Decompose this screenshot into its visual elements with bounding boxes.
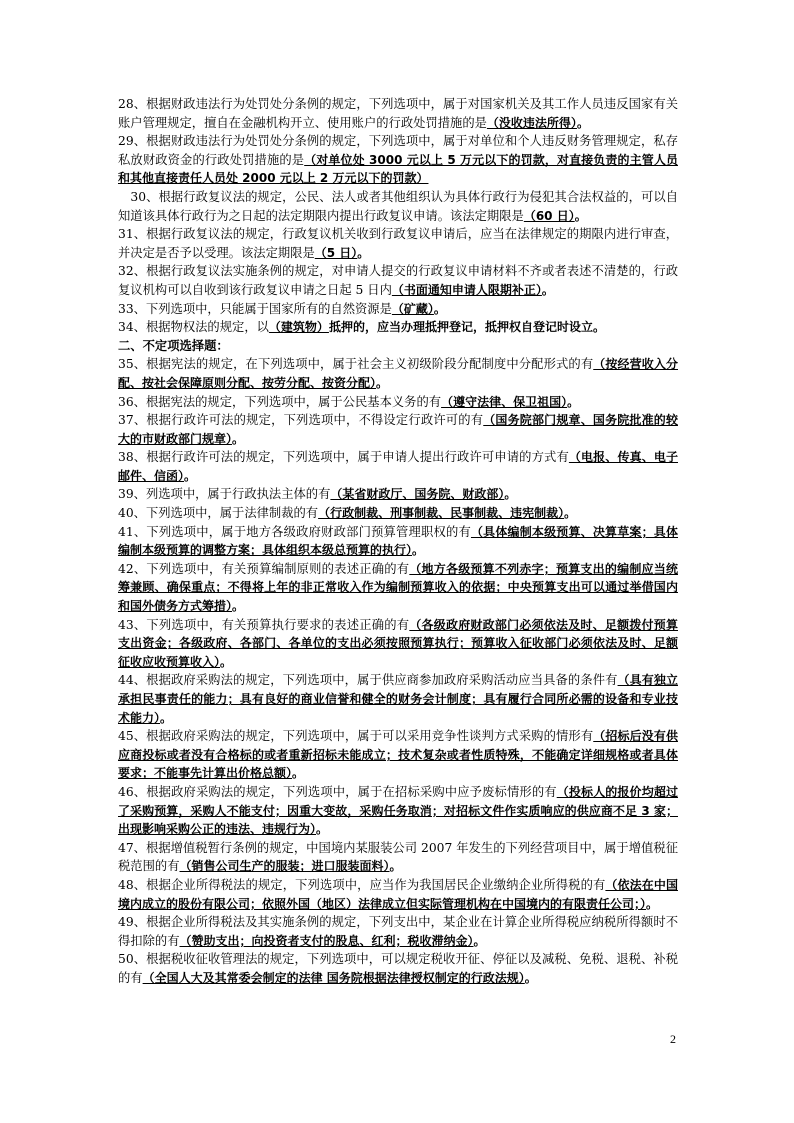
question-text-tail: 。 [567, 394, 580, 409]
question-text-tail: 。 [433, 301, 446, 316]
question-answer: （60 日） [523, 208, 575, 223]
question-text: 48、根据企业所得税法的规定，下列选项中，应当作为我国居民企业缴纳企业所得税的有 [118, 877, 606, 892]
question-text: 45、根据政府采购法的规定，下列选项中，属于可以采用竞争性谈判方式采购的情形有 [118, 729, 594, 744]
question-text-tail: 。 [232, 431, 245, 446]
question-item [118, 839, 678, 876]
question-answer: （矿藏） [391, 301, 434, 316]
question-text-tail: 。 [564, 506, 577, 521]
question-answer: （具体编制本级预算、决算草案；具体编制本级预算的调整方案；具体组织本级总预算的执行） [118, 524, 678, 558]
question-text-tail: 。 [646, 896, 659, 911]
question-item [118, 913, 678, 950]
question-text-tail: 。 [389, 859, 402, 874]
question-item [118, 950, 678, 987]
question-text: 40、下列选项中，属于法律制裁的有 [118, 506, 319, 521]
question-item [118, 132, 678, 188]
question-text-tail: 。 [220, 654, 233, 669]
question-answer: （各级政府财政部门必须依法及时、足额拨付预算支出资金；各级政府、各部门、各单位的支出必须按照预算执行；预算收入征收部门必须依法及时、足额征收应收预算收入） [118, 617, 678, 669]
question-item [118, 448, 678, 485]
question-text-tail: 。 [524, 970, 537, 985]
question-list-multiple-choice [118, 355, 678, 987]
question-answer: （5 日） [314, 245, 358, 260]
question-text: 35、根据宪法的规定，在下列选项中，属于社会主义初级阶段分配制度中分配形式的有 [118, 357, 594, 372]
question-item [118, 225, 678, 262]
question-text: 33、下列选项中，只能属于国家所有的自然资源是 [118, 301, 392, 316]
question-text-tail: 抵押的，应当办理抵押登记，抵押权自登记时设立。 [328, 320, 605, 335]
question-text: 32、根据行政复议法实施条例的规定，对申请人提交的行政复议申请材料不齐或者表述不清楚的，行政复议机构可以自收到该行政复议申请之日起 5 日内 [118, 264, 678, 297]
question-item [118, 393, 678, 412]
question-item [118, 560, 678, 616]
question-item [118, 783, 678, 839]
question-text: 34、根据物权法的规定，以 [118, 320, 269, 335]
question-text: 36、根据宪法的规定，下列选项中，属于公民基本义务的有 [118, 394, 442, 409]
question-answer: （没收违法所得） [486, 115, 577, 130]
question-answer: （某省财政厅、国务院、财政部） [330, 487, 505, 502]
question-text: 37、根据行政许可法的规定，下列选项中，不得设定行政许可的有 [118, 413, 484, 428]
question-answer: （按经营收入分配、按社会保障原则分配、按劳分配、按资分配） [118, 357, 678, 390]
question-item [118, 616, 678, 672]
question-text: 28、根据财政违法行为处罚处分条例的规定，下列选项中，属于对国家机关及其工作人员违反国家有关账户管理规定，擅自在金融机构开立、使用账户的行政处罚措施的是 [118, 97, 678, 130]
question-answer: （地方各级预算不列赤字；预算支出的编制应当统筹兼顾、确保重点；不得将上年的非正常收入作为编制预算收入的依据；中央预算支出可以通过举借国内和国外债务方式筹措） [118, 561, 678, 614]
question-text-tail: 。 [184, 468, 197, 483]
section-heading: 二、不定项选择题： [118, 338, 229, 353]
question-answer: （遵守法律、保卫祖国） [441, 394, 568, 409]
question-text-tail: 。 [504, 487, 517, 502]
question-text: 44、根据政府采购法的规定，下列选项中，属于供应商参加政府采购活动应当具备的条件有 [118, 673, 618, 688]
question-text-tail: 。 [541, 282, 554, 297]
question-item [118, 300, 678, 319]
question-text: 31、根据行政复议法的规定，行政复议机关收到行政复议申请后，应当在法律规定的期限内进行审查，并决定是否予以受理。该法定期限是 [118, 227, 678, 260]
question-text-tail: 。 [412, 543, 425, 558]
question-item [118, 95, 678, 132]
question-text: 47、根据增值税暂行条例的规定，中国境内某服装公司 2007 年发生的下列经营项目中，属于增值税征税范围的有 [118, 840, 678, 874]
question-text-tail: 。 [473, 933, 486, 948]
question-text: 29、根据财政违法行为处罚处分条例的规定，下列选项中，属于对单位和个人违反财务管理规定，私存私放财政资金的行政处罚措施的是 [118, 134, 678, 167]
question-answer: （招标后没有供应商投标或者没有合格标的或者重新招标未能成立；技术复杂或者性质特殊，不能确定详细规格或者具体要求；不能事先计算出价格总额） [118, 729, 678, 781]
question-text-tail: 。 [292, 766, 305, 781]
question-text: 42、下列选项中，有关预算编制原则的表述正确的有 [118, 561, 410, 576]
question-item [118, 523, 678, 560]
question-text-tail: 。 [316, 822, 329, 837]
question-text-tail: 。 [232, 599, 245, 614]
question-item [118, 876, 678, 913]
question-text: 50、根据税收征收管理法的规定，下列选项中，可以规定税收开征、停征以及减税、免税、退税、补税的有 [118, 952, 678, 985]
question-text-tail: 。 [376, 375, 389, 390]
question-text-tail: 。 [576, 115, 589, 130]
question-answer: （赞助支出；向投资者支付的股息、红利；税收滞纳金） [179, 933, 474, 948]
question-answer: （具有独立承担民事责任的能力；具有良好的商业信誉和健全的财务会计制度；具有履行合同所必需的设备和专业技术能力） [118, 673, 678, 725]
question-item [118, 262, 678, 299]
question-answer: （全国人大及其常委会制定的法律 国务院根据法律授权制定的行政法规） [142, 970, 525, 985]
question-text: 38、根据行政许可法的规定，下列选项中，属于申请人提出行政许可申请的方式有 [118, 450, 569, 465]
question-text-tail: 。 [160, 710, 173, 725]
question-text-tail: 。 [574, 208, 587, 223]
question-list-fill-in [118, 95, 678, 337]
question-text: 39、列选项中，属于行政执法主体的有 [118, 487, 331, 502]
question-text-tail: 。 [357, 245, 370, 260]
question-text: 30、根据行政复议法的规定，公民、法人或者其他组织认为具体行政行为侵犯其合法权益的，可以自知道该具体行政行为之日起的法定期限内提出行政复议申请。该法定期限是 [118, 189, 678, 223]
question-item [118, 318, 678, 337]
question-item [118, 727, 678, 783]
question-item [118, 504, 678, 523]
question-answer: （书面通知申请人限期补正） [391, 282, 542, 297]
question-text: 41、下列选项中，属于地方各级政府财政部门预算管理职权的有 [118, 524, 471, 539]
question-answer: （行政制裁、刑事制裁、民事制裁、违宪制裁） [318, 506, 565, 521]
question-item [118, 355, 678, 392]
question-item [118, 188, 678, 225]
question-answer: （销售公司生产的服装；进口服装面料） [179, 859, 390, 874]
question-text: 46、根据政府采购法的规定，下列选项中，属于在招标采购中应予废标情形的有 [118, 784, 557, 799]
question-answer: （投标人的报价均超过了采购预算，采购人不能支付；因重大变故，采购任务取消；对招标文件作实质响应的供应商不足 3 家；出现影响采购公正的违法、违规行为） [118, 784, 678, 837]
question-item [118, 671, 678, 727]
question-text: 49、根据企业所得税法及其实施条例的规定，下列支出中，某企业在计算企业所得税应纳税所得额时不得扣除的有 [118, 915, 678, 948]
question-answer: （电报、传真、电子邮件、信函） [118, 450, 678, 483]
question-answer: （建筑物） [268, 320, 329, 335]
question-text: 43、下列选项中，有关预算执行要求的表述正确的有 [118, 617, 410, 632]
question-answer: （依法在中国境内成立的股份有限公司；依照外国（地区）法律成立但实际管理机构在中国境内的有限责任公司；） [118, 877, 678, 911]
question-answer: （国务院部门规章、国务院批准的较大的市财政部门规章） [118, 413, 678, 446]
question-answer: （对单位处 3000 元以上 5 万元以下的罚款，对直接负责的主管人员和其他直接责任人员处 2000 元以上 2 万元以下的罚款） [118, 152, 678, 186]
question-item [118, 485, 678, 504]
page-number: 2 [670, 1032, 676, 1046]
question-item [118, 411, 678, 448]
document-page [118, 95, 678, 988]
